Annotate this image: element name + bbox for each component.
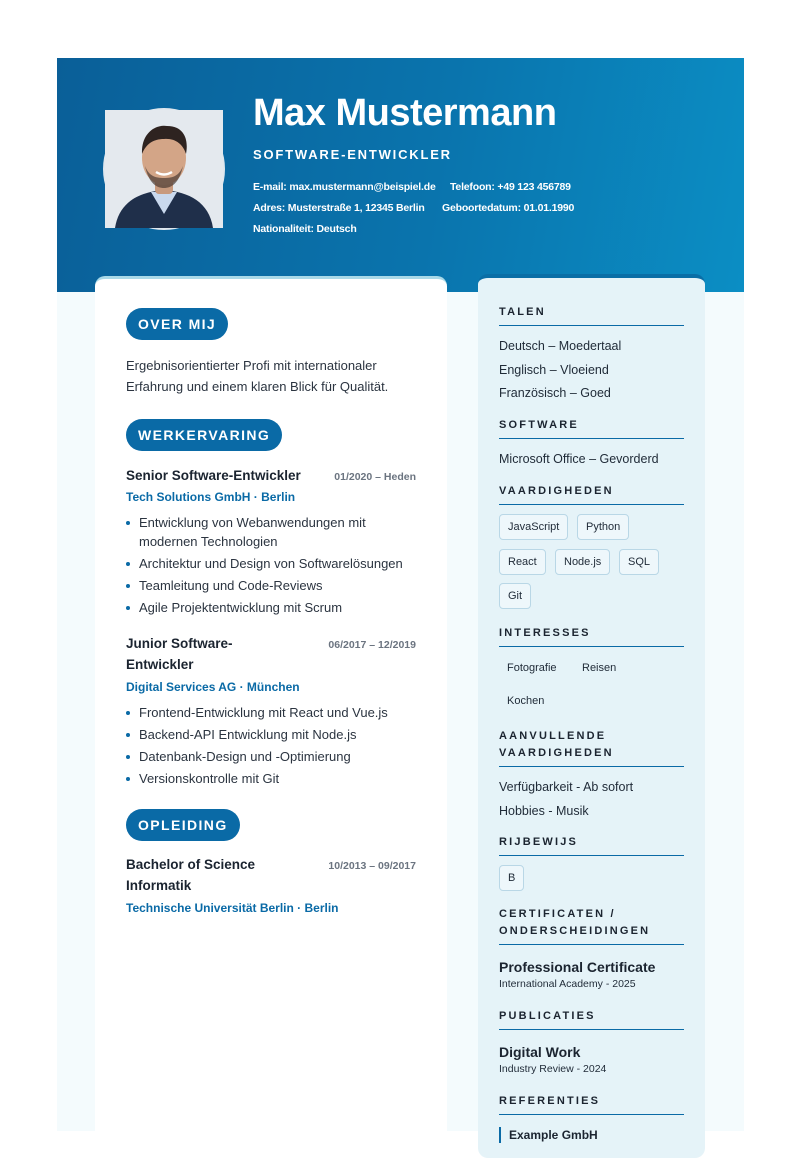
contact-phone: Telefoon: +49 123 456789 xyxy=(450,181,571,193)
resume-page xyxy=(57,58,744,1142)
additional-item: Verfügbarkeit - Ab sofort xyxy=(499,780,634,794)
license-tag: B xyxy=(499,865,524,891)
additional-item: Hobbies - Musik xyxy=(499,804,589,818)
certificate-title: Professional Certificate xyxy=(499,959,656,975)
interest-item: Kochen xyxy=(507,695,545,707)
main-column xyxy=(95,276,447,1159)
job-bullets xyxy=(126,703,416,791)
language-item: Englisch – Vloeiend xyxy=(499,363,609,377)
interest-item: Fotografie xyxy=(507,662,557,674)
candidate-role: SOFTWARE-ENTWICKLER xyxy=(253,147,452,162)
skill-tag: Python xyxy=(577,514,629,540)
job-company: Tech Solutions GmbH · Berlin xyxy=(126,490,296,504)
language-item: Französisch – Goed xyxy=(499,386,611,400)
contact-birthdate: Geboortedatum: 01.01.1990 xyxy=(442,202,575,214)
job-bullet: Teamleitung und Code-Reviews xyxy=(126,576,416,595)
certificate-issuer: International Academy - 2025 xyxy=(499,978,636,990)
job-bullets xyxy=(126,513,416,620)
sidebar-heading-interests: INTERESSES xyxy=(499,625,684,647)
sidebar-heading-languages: TALEN xyxy=(499,304,684,326)
sidebar-heading-certificates: CERTIFICATEN / ONDERSCHEIDINGEN xyxy=(499,906,684,945)
degree-title: Bachelor of Science Informatik xyxy=(126,857,256,893)
publication-source: Industry Review - 2024 xyxy=(499,1063,607,1075)
reference-item: Example GmbH xyxy=(499,1127,598,1143)
interest-item: Reisen xyxy=(582,662,617,674)
profile-photo xyxy=(103,108,225,230)
sidebar-column xyxy=(478,274,705,1158)
job-bullet: Frontend-Entwicklung mit React und Vue.js xyxy=(126,703,416,722)
job-bullet: Datenbank-Design und -Optimierung xyxy=(126,747,416,766)
contact-nationality: Nationaliteit: Deutsch xyxy=(253,223,357,235)
software-item: Microsoft Office – Gevorderd xyxy=(499,452,659,466)
resume-header xyxy=(57,58,744,292)
degree-school: Technische Universität Berlin · Berlin xyxy=(126,901,339,915)
job-bullet: Versionskontrolle mit Git xyxy=(126,769,416,788)
skill-tag: JavaScript xyxy=(499,514,568,540)
sidebar-heading-publications: PUBLICATIES xyxy=(499,1008,684,1030)
job-title: Junior Software-Entwickler xyxy=(126,636,233,672)
sidebar-heading-license: RIJBEWIJS xyxy=(499,834,684,856)
section-heading-about: OVER MIJ xyxy=(126,308,228,340)
about-text: Ergebnisorientierter Profi mit internationaler Erfahrung und einem klaren Blick für Qualität. xyxy=(126,358,389,394)
job-company: Digital Services AG · München xyxy=(126,680,300,694)
sidebar-heading-skills: VAARDIGHEDEN xyxy=(499,483,684,505)
sidebar-heading-additional: AANVULLENDE VAARDIGHEDEN xyxy=(499,728,684,767)
job-date: 06/2017 – 12/2019 xyxy=(328,639,416,651)
section-heading-experience: WERKERVARING xyxy=(126,419,282,451)
sidebar-heading-software: SOFTWARE xyxy=(499,417,684,439)
skill-tag: Git xyxy=(499,583,531,609)
candidate-name: Max Mustermann xyxy=(253,92,557,134)
job-bullet: Agile Projektentwicklung mit Scrum xyxy=(126,598,416,617)
job-bullet: Architektur und Design von Softwarelösungen xyxy=(126,554,416,573)
skill-tag: SQL xyxy=(619,549,659,575)
section-heading-education: OPLEIDING xyxy=(126,809,240,841)
contact-email: E-mail: max.mustermann@beispiel.de xyxy=(253,181,436,193)
degree-date: 10/2013 – 09/2017 xyxy=(328,860,416,872)
sidebar-heading-references: REFERENTIES xyxy=(499,1093,684,1115)
contact-address: Adres: Musterstraße 1, 12345 Berlin xyxy=(253,202,425,214)
job-date: 01/2020 – Heden xyxy=(334,471,416,483)
job-title: Senior Software-Entwickler xyxy=(126,468,301,483)
publication-title: Digital Work xyxy=(499,1044,581,1060)
skill-tag: React xyxy=(499,549,546,575)
job-bullet: Backend-API Entwicklung mit Node.js xyxy=(126,725,416,744)
language-item: Deutsch – Moedertaal xyxy=(499,339,622,353)
skill-tag: Node.js xyxy=(555,549,610,575)
job-bullet: Entwicklung von Webanwendungen mit modernen Technologien xyxy=(126,513,416,551)
